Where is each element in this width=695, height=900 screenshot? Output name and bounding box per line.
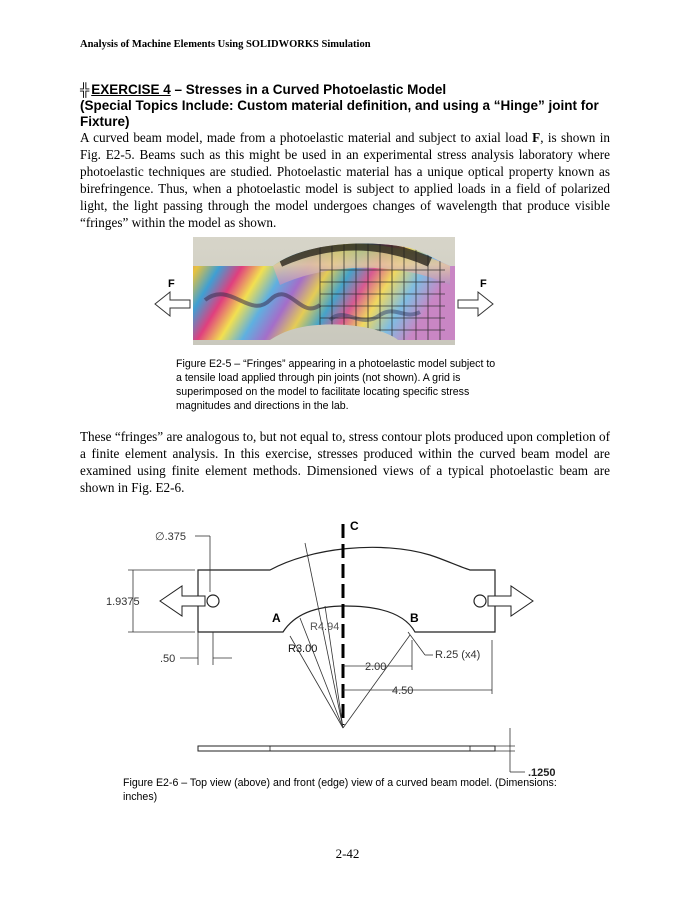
figure5-caption: Figure E2-5 – “Fringes” appearing in a photoelastic model subject to a tensile load applied through pin joints (not shown). A grid is superimposed on the model to facilitate locating specific stress magnitudes and directions in the lab. [176,358,496,412]
force-label-right: F [480,278,487,290]
beam-edge-view [198,728,525,772]
dim-inner-radius: R3.00 [288,643,318,655]
left-force-arrow [155,292,190,316]
fringes-text: These “fringes” are analogous to, but not equal to, stress contour plots produced upon completion of a finite element analysis. In this exercise, stresses produced within the curved beam model are examined using finite element methods. Dimensioned views of a typical photoelastic beam are shown in Fig. E2-6. [80,429,610,495]
label-b: B [410,611,419,625]
exercise-title-text: – Stresses in a Curved Photoelastic Model [170,82,447,97]
label-a: A [272,611,281,625]
page-number: 2-42 [335,846,360,861]
running-header: Analysis of Machine Elements Using SOLIDWORKS Simulation [80,39,371,50]
label-c: C [350,519,359,533]
force-label-left: F [168,278,175,290]
intro-force-symbol: F [532,130,541,145]
dim-thickness: .1250 [528,767,556,779]
dim-half-inner: 2.00 [365,661,387,673]
intro-text-b: , is shown in Fig. E2-5. Beams such as this might be used in an experimental stress analysis laboratory where photoelastic techniques are studied. Photoelastic material has a unique optical property known as birefringence. Thus, when a photoelastic model is subject to applied loads in a field of polarized light, the light passing through the model undergoes changes of wavelength that produce visible “fringes” within the model as shown. [80,130,610,230]
dim-edge: .50 [160,653,176,665]
dim-height: 1.9375 [106,596,140,608]
dim-half-outer: 4.50 [392,685,414,697]
figure6-caption: Figure E2-6 – Top view (above) and front (edge) view of a curved beam model. (Dimensions: inches) [123,777,557,803]
exercise-subtitle: (Special Topics Include: Custom material definition, and using a “Hinge” joint for Fixture) [80,98,599,129]
exercise-icon: ╬ [80,82,90,97]
fringes-paragraph [80,428,610,496]
intro-text-a: A curved beam model, made from a photoelastic material and subject to axial load [80,130,533,145]
dim-hole: ∅.375 [155,531,186,543]
exercise-label: EXERCISE 4 [91,82,171,97]
beam-top-view [198,547,495,632]
right-force-arrow [458,292,493,316]
dim-fillet: R.25 (x4) [435,649,481,661]
dim-outer-radius: R4.94 [310,621,340,633]
